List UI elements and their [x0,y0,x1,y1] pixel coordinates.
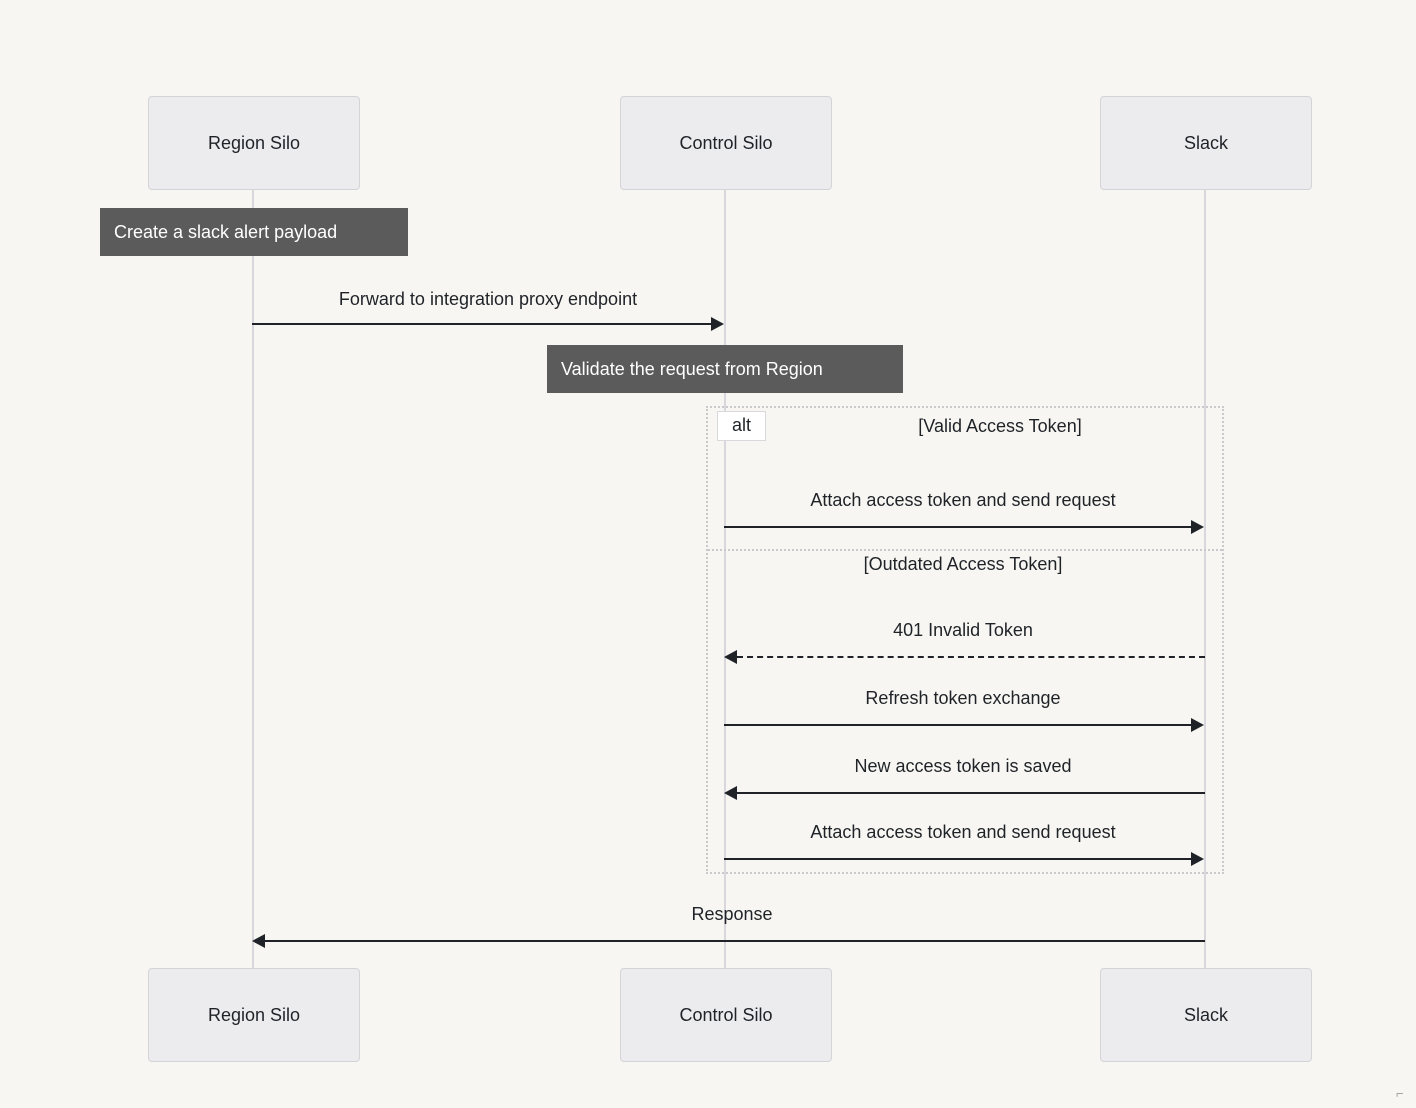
alt-condition-valid-access-token [918,416,1081,437]
note-create-slack-alert-payload [100,208,408,256]
message-line-m3 [737,656,1205,658]
arrow-head-m3 [724,650,737,664]
corner-resize-mark [1396,1086,1414,1108]
message-text-m7: Response [691,904,773,924]
message-label-new-access-token-is-saved [854,756,1071,777]
arrow-head-m2 [1191,520,1204,534]
actor-box-control-silo-top[interactable] [620,96,832,190]
message-line-m5 [737,792,1205,794]
alt-condition-outdated-access-token [864,554,1063,575]
actor-box-region-silo-bottom[interactable] [148,968,360,1062]
message-label-attach-access-token-and-send-request-1 [810,490,1115,511]
message-label-attach-access-token-and-send-request-2 [810,822,1115,843]
message-label-refresh-token-exchange [865,688,1060,709]
corner-resize-mark-glyph: ⌐ [1396,1086,1404,1101]
arrow-head-m1 [711,317,724,331]
alt-condition-outdated-access-token-label: [Outdated Access Token] [863,554,1063,574]
alt-fragment-tag [717,411,766,441]
message-line-m6 [724,858,1192,860]
message-label-401-invalid-token [893,620,1033,641]
note-validate-the-request-from-region-label: Validate the request from Region [561,358,823,379]
message-text-m6: Attach access token and send request [810,822,1116,842]
arrow-head-m5 [724,786,737,800]
lifeline-region-silo [252,190,254,970]
message-line-m4 [724,724,1192,726]
message-line-m1 [252,323,712,325]
message-line-m2 [724,526,1192,528]
actor-box-slack-bottom[interactable] [1100,968,1312,1062]
note-create-slack-alert-payload-label: Create a slack alert payload [114,221,338,242]
actor-box-slack-top[interactable] [1100,96,1312,190]
actor-box-region-silo-top[interactable] [148,96,360,190]
message-text-m5: New access token is saved [854,756,1072,776]
message-label-forward-to-integration-proxy-endpoint [339,289,637,310]
alt-condition-valid-access-token-label: [Valid Access Token] [918,416,1082,436]
actor-label-region-silo-bottom: Region Silo [207,1004,301,1025]
arrow-head-m6 [1191,852,1204,866]
actor-label-control-silo-top: Control Silo [679,132,773,153]
message-text-m1: Forward to integration proxy endpoint [338,289,638,309]
actor-label-slack-bottom: Slack [1183,1004,1228,1025]
message-text-m3: 401 Invalid Token [893,620,1033,640]
alt-fragment-divider [708,549,1222,551]
message-text-m4: Refresh token exchange [865,688,1061,708]
message-label-response [691,904,772,925]
message-text-m2: Attach access token and send request [810,490,1116,510]
actor-label-region-silo-top: Region Silo [207,132,301,153]
alt-fragment-tag-label: alt [732,415,752,435]
arrow-head-m7 [252,934,265,948]
actor-label-control-silo-bottom: Control Silo [679,1004,773,1025]
arrow-head-m4 [1191,718,1204,732]
message-line-m7 [265,940,1205,942]
note-validate-the-request-from-region [547,345,903,393]
actor-box-control-silo-bottom[interactable] [620,968,832,1062]
actor-label-slack-top: Slack [1183,132,1228,153]
